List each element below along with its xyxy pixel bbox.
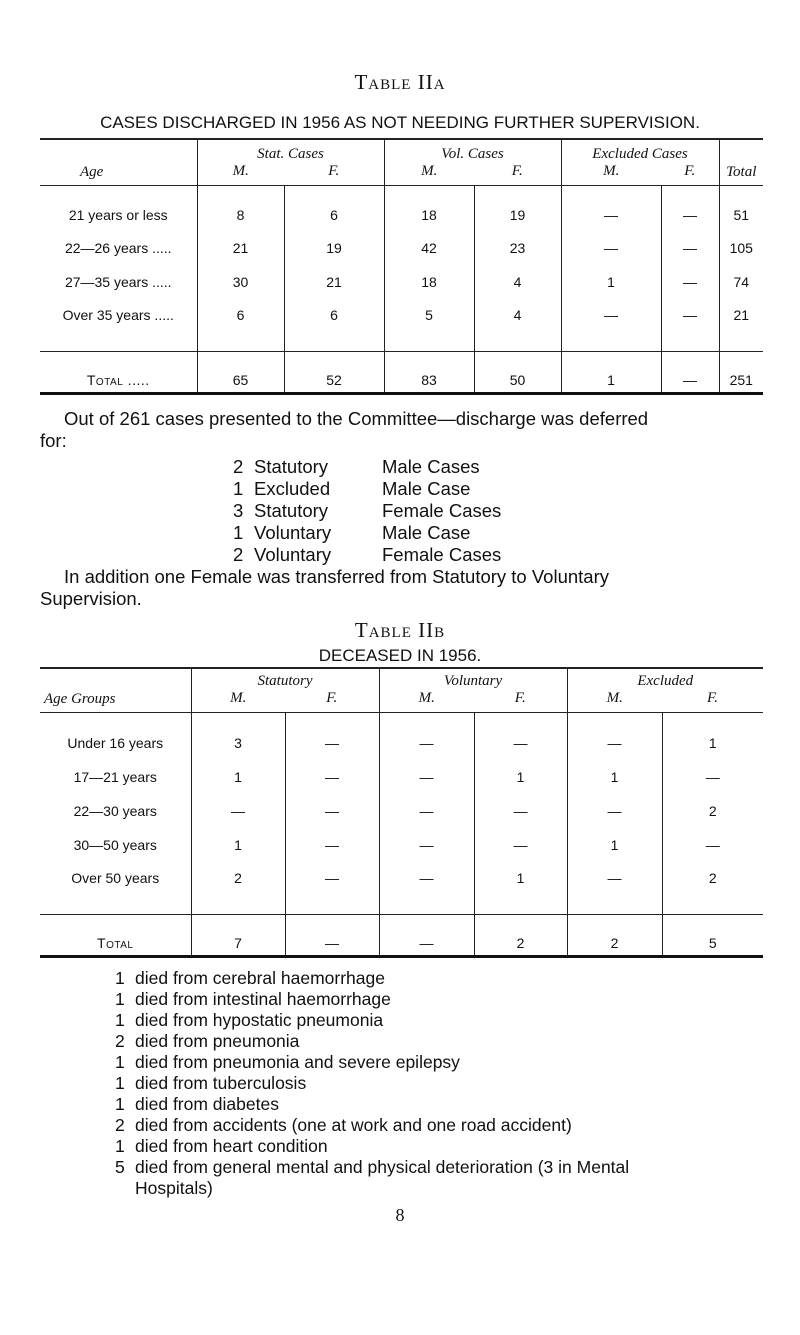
page-number: 8 (395, 1205, 405, 1225)
table-b-header-f: F. (707, 690, 718, 706)
table-a (40, 138, 763, 395)
table-a-subtitle: CASES DISCHARGED IN 1956 AS NOT NEEDING FURTHER SUPERVISION. (100, 113, 700, 132)
list-item: 1 Excluded Male Case (233, 478, 471, 499)
table-a-header-excluded: Excluded Cases (561, 139, 719, 163)
table-a-header-f: F. (511, 163, 523, 179)
table-b (40, 667, 763, 958)
table-a-title: Table IIa (354, 70, 446, 94)
table-row: 22—26 years ..... 21 19 42 23 — — 105 (40, 231, 763, 265)
table-a-header-stat: Stat. Cases (197, 139, 384, 163)
table-b-header-f: F. (514, 690, 526, 706)
addition-line1: In addition one Female was transferred from Statutory to Voluntary (64, 566, 610, 587)
table-b-header-m: M. (191, 690, 285, 712)
table-b-header-age-groups: Age Groups (40, 668, 191, 712)
table-total-row: Total 7 — — 2 2 5 (40, 914, 763, 956)
table-row: Over 50 years 2 — — 1 — 2 (40, 862, 763, 914)
deferred-list (233, 456, 501, 566)
table-a-header-age: Age (40, 139, 197, 185)
table-a-header-m: M. (384, 163, 474, 185)
table-b-header-excluded: Excluded (567, 668, 763, 690)
table-b-header-m: M. (567, 690, 662, 712)
table-row: 21 years or less 8 6 18 19 — — 51 (40, 185, 763, 231)
deferred-intro-line2: for: (40, 430, 67, 451)
table-a-header-vol: Vol. Cases (384, 139, 561, 163)
list-item: 1 died from diabetes (115, 1094, 279, 1114)
addition-line2: Supervision. (40, 588, 142, 609)
list-item: 3 Statutory Female Cases (233, 500, 502, 521)
table-a-header-f: F. (684, 163, 696, 179)
list-item: 1 died from cerebral haemorrhage (115, 968, 385, 988)
table-row: 17—21 years 1 — — 1 1 — (40, 760, 763, 794)
table-a-header-f: F. (328, 163, 340, 179)
table-a-header-m: M. (197, 163, 284, 185)
table-b-subtitle: DECEASED IN 1956. (318, 646, 482, 665)
list-item: 2 died from accidents (one at work and one road accident) (115, 1115, 572, 1135)
table-a-header-m: M. (561, 163, 661, 185)
deferred-intro-line1: Out of 261 cases presented to the Committee—discharge was deferred (64, 408, 649, 429)
causes-list (115, 968, 785, 1199)
table-row: 30—50 years 1 — — — 1 — (40, 828, 763, 862)
table-total-row: Total ..... 65 52 83 50 1 — 251 (40, 351, 763, 393)
list-item: 1 died from pneumonia and severe epilepsy (115, 1052, 460, 1072)
list-item: 1 died from heart condition (115, 1136, 328, 1156)
table-a-header-total: Total (719, 139, 763, 185)
list-item: 2 Voluntary Female Cases (233, 544, 502, 565)
table-row: 22—30 years — — — — — 2 (40, 794, 763, 828)
table-b-header-statutory: Statutory (191, 668, 379, 690)
table-b-header-voluntary: Voluntary (379, 668, 567, 690)
list-item: 1 died from hypostatic pneumonia (115, 1010, 384, 1030)
list-item-continuation: Hospitals) (135, 1178, 213, 1198)
table-b-header-f: F. (326, 690, 338, 706)
list-item: 2 died from pneumonia (115, 1031, 300, 1051)
table-b-header-m: M. (379, 690, 474, 712)
list-item: 1 died from tuberculosis (115, 1073, 307, 1093)
list-item: 1 Voluntary Male Case (233, 522, 471, 543)
list-item: 5 died from general mental and physical deterioration (3 in Mental (115, 1157, 630, 1177)
table-row: Under 16 years 3 — — — — 1 (40, 712, 763, 760)
list-item: 2 Statutory Male Cases (233, 456, 480, 477)
table-row: 27—35 years ..... 30 21 18 4 1 — 74 (40, 265, 763, 299)
table-b-title: Table IIb (354, 618, 446, 642)
table-row: Over 35 years ..... 6 6 5 4 — — 21 (40, 299, 763, 351)
list-item: 1 died from intestinal haemorrhage (115, 989, 391, 1009)
